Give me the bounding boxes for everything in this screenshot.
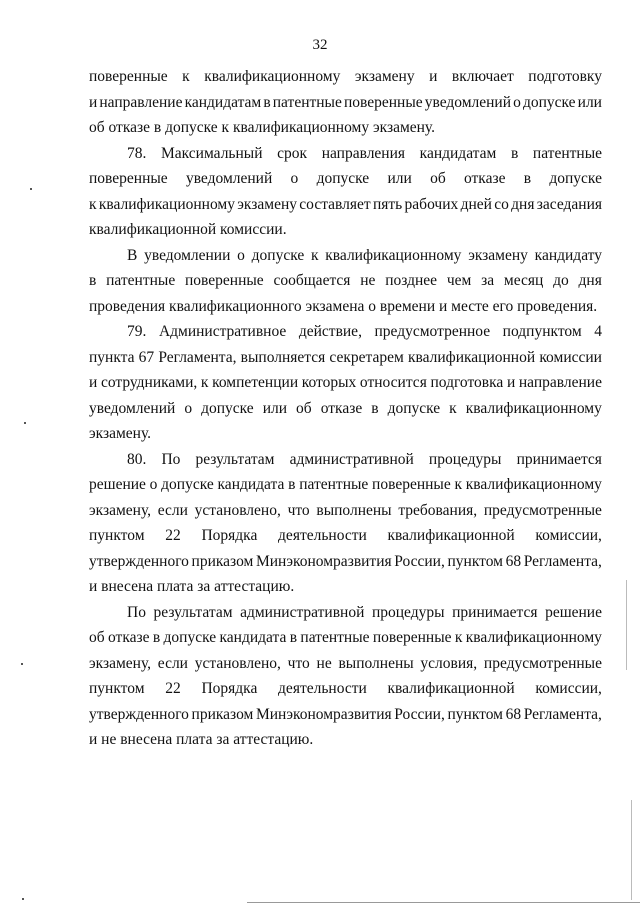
text-word: допуске (316, 170, 370, 187)
text-word: процедуры (428, 450, 502, 468)
text-word: квалификационной (387, 527, 515, 544)
text-line (89, 472, 602, 498)
text-line-content: По результатам административной процедуры принимается решение (127, 603, 602, 621)
text-line-content: экзамену, если установлено, что выполнены требования, предусмотренные (89, 501, 602, 519)
text-word: и (429, 68, 438, 85)
text-word: Максимальный (161, 144, 263, 162)
text-line-content: утвержденного приказом Минэкономразвития России, пунктом 68 Регламента, (89, 552, 602, 570)
text-word: 4 (594, 323, 602, 340)
text-word: уведомлений (185, 170, 273, 187)
text-word: экзамену (354, 68, 415, 85)
text-word: квалификационной комиссии. (89, 221, 287, 238)
scan-speck (24, 422, 26, 424)
text-line (89, 166, 602, 192)
text-word: подготовку (528, 68, 602, 85)
text-word: об отказе в допуске к квалификационному экзамену. (89, 119, 436, 136)
text-word: экзамену. (89, 425, 152, 442)
text-line (89, 243, 602, 269)
text-word: в (510, 144, 519, 162)
text-line-content: экзамену, если установлено, что не выполнены условия, предусмотренные (89, 654, 602, 672)
text-word: комиссии, (535, 680, 602, 697)
text-line-content: в патентные поверенные сообщается не позднее чем за месяц до дня (89, 272, 602, 289)
text-word: предусмотренное (374, 323, 491, 340)
text-line (89, 498, 602, 524)
text-line (89, 549, 602, 575)
text-line (89, 217, 602, 243)
text-word: 79. (127, 323, 147, 340)
text-word: и внесена плата за аттестацию. (89, 578, 295, 595)
text-line (89, 345, 602, 371)
text-word: включает (451, 68, 514, 85)
text-line-content: утвержденного приказом Минэкономразвития России, пунктом 68 Регламента, (89, 705, 602, 723)
text-word: 78. (127, 144, 147, 162)
text-word: квалификационной (387, 680, 515, 697)
text-line (89, 294, 602, 320)
text-line (89, 192, 602, 218)
text-line (89, 625, 602, 651)
text-line (89, 319, 602, 345)
text-word: патентные (532, 144, 602, 162)
text-word: срок (277, 144, 308, 162)
scan-edge-line (626, 580, 627, 670)
text-word: пунктом (89, 527, 145, 544)
text-line-content: пункта 67 Регламента, выполняется секретарем квалификационной комиссии (89, 348, 602, 366)
text-line-content: об отказе в допуске кандидата в патентные поверенные к квалификационному (89, 629, 602, 646)
text-word: 22 (165, 527, 181, 544)
text-word: поверенные (89, 170, 168, 187)
text-line (89, 727, 602, 753)
text-line-content: к квалификационному экзамену составляет пять рабочих дней со дня заседания (89, 195, 602, 213)
text-line-content: решение о допуске кандидата в патентные поверенные к квалификационному (89, 476, 602, 493)
text-line (89, 676, 602, 702)
text-word: комиссии, (535, 527, 602, 544)
text-word: 80. (127, 450, 147, 468)
text-word: поверенные (89, 68, 168, 85)
scan-edge-line (247, 902, 640, 903)
text-line (89, 447, 602, 473)
text-line (89, 90, 602, 116)
scan-speck (21, 663, 23, 665)
text-word: результатам (195, 450, 275, 468)
text-word: деятельности (278, 680, 367, 697)
scan-speck (30, 188, 32, 190)
text-line (89, 574, 602, 600)
document-body (89, 64, 602, 753)
text-word: квалификационному (204, 68, 341, 85)
text-line (89, 600, 602, 626)
text-line (89, 396, 602, 422)
text-line (89, 64, 602, 90)
text-word: в (523, 170, 532, 187)
text-line-content: уведомлений о допуске или об отказе в допуске к квалификационному (89, 399, 602, 417)
scan-speck (22, 898, 24, 900)
text-line (89, 115, 602, 141)
text-line (89, 268, 602, 294)
text-word: направления (321, 144, 406, 162)
text-word: 22 (165, 680, 181, 697)
text-line (89, 651, 602, 677)
text-word: кандидатам (419, 144, 497, 162)
text-word: и не внесена плата за аттестацию. (89, 731, 314, 748)
text-word: подпунктом (502, 323, 582, 340)
text-line-content: и сотрудниками, к компетенции которых относится подготовка и направление (89, 374, 602, 391)
text-word: Порядка (201, 527, 258, 544)
text-word: деятельности (278, 527, 367, 544)
text-line (89, 370, 602, 396)
text-line (89, 141, 602, 167)
text-word: проведения квалификационного экзамена о времени и месте его проведения. (89, 297, 598, 315)
text-line-content: и направление кандидатам в патентные поверенные уведомлений о допуске или (89, 93, 602, 111)
text-word: к (182, 68, 190, 85)
text-word: административной (289, 450, 414, 468)
text-word: об (430, 170, 446, 187)
text-word: пунктом (89, 680, 145, 697)
text-line (89, 523, 602, 549)
text-word: действие, (298, 323, 362, 340)
text-line-content: В уведомлении о допуске к квалификационному экзамену кандидату (127, 246, 602, 264)
text-word: По (161, 450, 181, 468)
text-word: отказе (463, 170, 506, 187)
text-line (89, 421, 602, 447)
text-word: или (387, 170, 412, 187)
text-line (89, 702, 602, 728)
page-number: 32 (312, 37, 328, 53)
text-word: Административное (158, 323, 287, 340)
text-word: о (290, 170, 299, 187)
text-word: принимается (516, 450, 602, 468)
scan-edge-line (631, 800, 632, 900)
text-word: Порядка (201, 680, 258, 697)
text-word: допуске (549, 170, 602, 187)
